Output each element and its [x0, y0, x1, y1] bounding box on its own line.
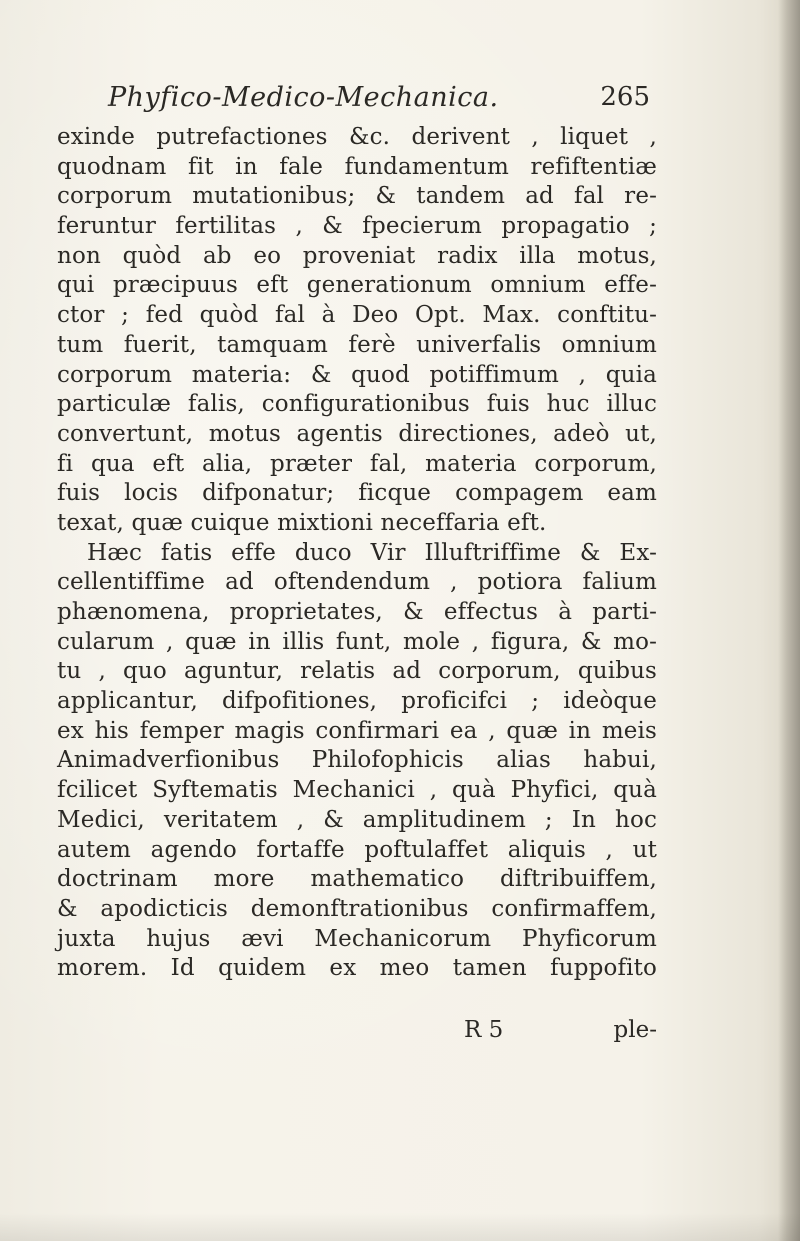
text-line: cularum , quæ in illis funt, mole , figura, & mo- [57, 628, 657, 655]
text-line: exinde putrefactiones &c. derivent , liquet , [57, 124, 657, 150]
text-line: qui præcipuus eft generationum omnium effe- [57, 272, 657, 299]
running-head [60, 82, 650, 118]
text-line: Medici, veritatem , & amplitudinem ; In hoc [57, 806, 657, 833]
text-line: convertunt, motus agentis directiones, adeò ut, [57, 420, 657, 447]
text-line: particulæ falis, configurationibus fuis huc illuc [57, 391, 657, 418]
text-line: ex his femper magis confirmari ea , quæ in meis [57, 717, 657, 744]
page-bottom-shadow [0, 1213, 800, 1241]
text-line: cellentiffime ad oftendendum , potiora falium [57, 569, 657, 596]
text-line: texat, quæ cuique mixtioni neceffaria eft. [57, 509, 547, 536]
text-line: fi qua eft alia, præter fal, materia corporum, [57, 450, 657, 477]
text-line: phænomena, proprietates, & effectus à parti- [57, 599, 657, 625]
text-line: doctrinam more mathematico diftribuiffem, [57, 866, 657, 893]
text-line: fuis locis difponatur; ficque compagem eam [57, 480, 657, 507]
text-line: Animadverfionibus Philofophicis alias habui, [57, 747, 657, 774]
text-line: quodnam fit in fale fundamentum refiftentiæ [57, 153, 657, 180]
body-text [57, 123, 657, 984]
text-line: juxta hujus ævi Mechanicorum Phyficorum [57, 925, 657, 952]
text-line: feruntur fertilitas , & fpecierum propagatio ; [57, 213, 657, 240]
text-line: & apodicticis demonftrationibus confirmaffem, [57, 895, 657, 922]
text-line: corporum materia: & quod potiffimum , quia [57, 361, 657, 388]
page-number: 265 [600, 82, 650, 112]
paragraph-start-line: Hæc fatis effe duco Vir Illuftriffime & Ex- [87, 539, 657, 566]
page-gutter-shadow [778, 0, 800, 1241]
text-line: tu , quo aguntur, relatis ad corporum, quibus [57, 658, 657, 685]
text-line: autem agendo fortaffe poftulaffet aliquis , ut [57, 836, 657, 863]
signature-mark: R 5 [464, 1017, 504, 1043]
text-line: corporum mutationibus; & tandem ad fal re- [57, 183, 657, 210]
footer-line [57, 1017, 657, 1047]
text-line: non quòd ab eo proveniat radix illa motus, [57, 242, 657, 269]
text-line: fcilicet Syftematis Mechanici , quà Phyfici, quà [57, 777, 657, 804]
running-title: Phyfico-Medico-Mechanica. [108, 82, 499, 113]
text-line: applicantur, difpofitiones, proficifci ; ideòque [57, 688, 657, 715]
text-line: morem. Id quidem ex meo tamen fuppofito [57, 955, 657, 982]
text-line: tum fuerit, tamquam ferè univerfalis omnium [57, 331, 657, 358]
catchword: ple- [613, 1017, 657, 1043]
text-line: ctor ; fed quòd fal à Deo Opt. Max. conftitu- [57, 302, 657, 329]
